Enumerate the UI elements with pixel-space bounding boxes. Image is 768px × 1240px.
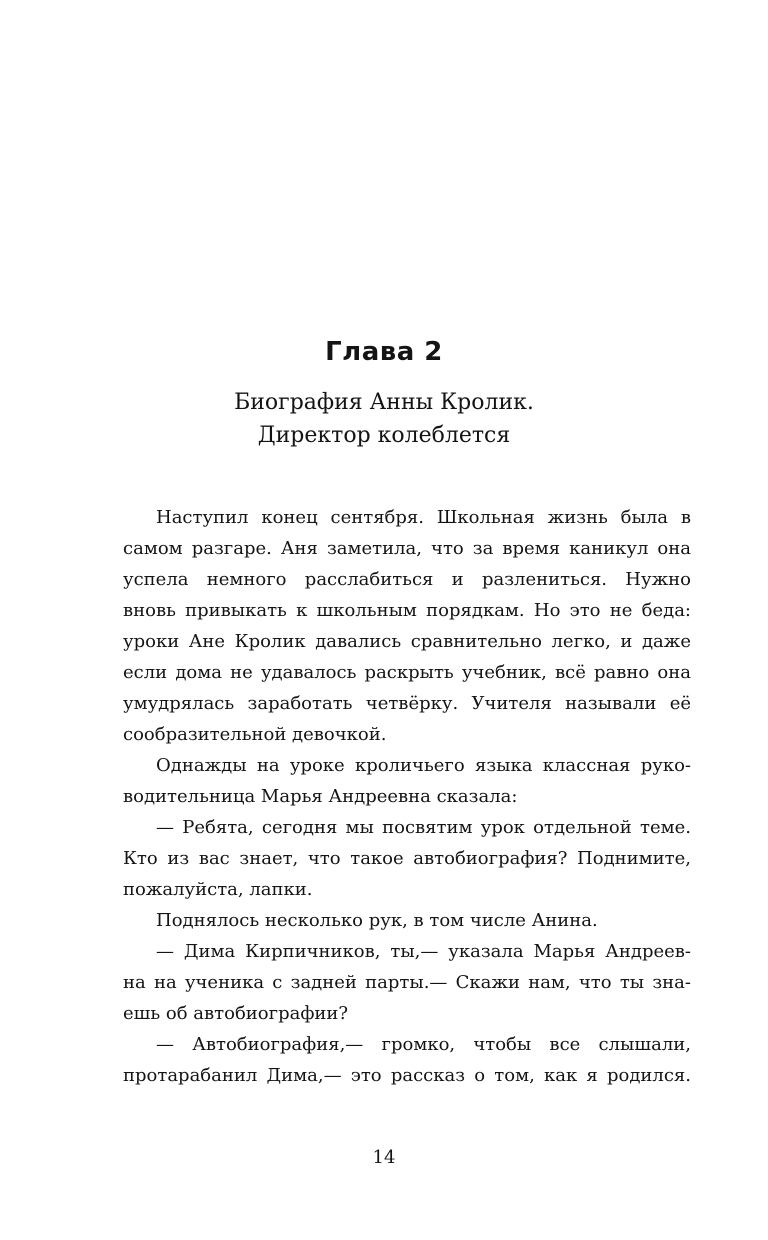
chapter-subtitle (0, 386, 768, 452)
text-line: Поднялось несколько рук, в том числе Анина. (156, 910, 598, 931)
text-line: ешь об автобиографии? (123, 1003, 349, 1024)
chapter-subtitle-line: Биография Анны Кролик. (234, 390, 534, 415)
text-line: вновь привыкать к школьным порядкам. Но это не беда: (123, 600, 691, 621)
text-line: уроки Ане Кролик давались сравнительно легко, и даже (123, 631, 691, 652)
body-text (123, 502, 691, 1091)
text-line: протарабанил Дима,— это рассказ о том, как я родился. (123, 1065, 691, 1086)
text-line: самом разгаре. Аня заметила, что за время каникул она (123, 538, 691, 559)
chapter-title: Глава 2 (325, 337, 443, 367)
chapter-subtitle-line: Директор колеблется (257, 423, 511, 448)
text-line: — Автобиография,— громко, чтобы все слышали, (156, 1034, 691, 1055)
text-line: Кто из вас знает, что такое автобиография? Поднимите, (123, 848, 691, 869)
text-line: — Ребята, сегодня мы посвятим урок отдельной теме. (156, 817, 691, 838)
text-line: сообразительной девочкой. (123, 724, 387, 745)
text-line: умудрялась заработать четвёрку. Учителя называли её (123, 693, 691, 714)
text-line: успела немного расслабиться и разлениться. Нужно (123, 569, 691, 590)
text-line: Однажды на уроке кроличьего языка классная руко- (156, 755, 691, 776)
text-line: водительница Марья Андреевна сказала: (123, 786, 518, 807)
text-line: если дома не удавалось раскрыть учебник, всё равно она (123, 662, 691, 683)
text-line: — Дима Кирпичников, ты,— указала Марья Андреев- (156, 941, 691, 962)
text-line: на на ученика с задней парты.— Скажи нам, что ты зна- (123, 972, 691, 993)
text-line: Наступил конец сентября. Школьная жизнь была в (156, 507, 691, 528)
text-line: пожалуйста, лапки. (123, 879, 313, 900)
page-number: 14 (372, 1147, 396, 1168)
